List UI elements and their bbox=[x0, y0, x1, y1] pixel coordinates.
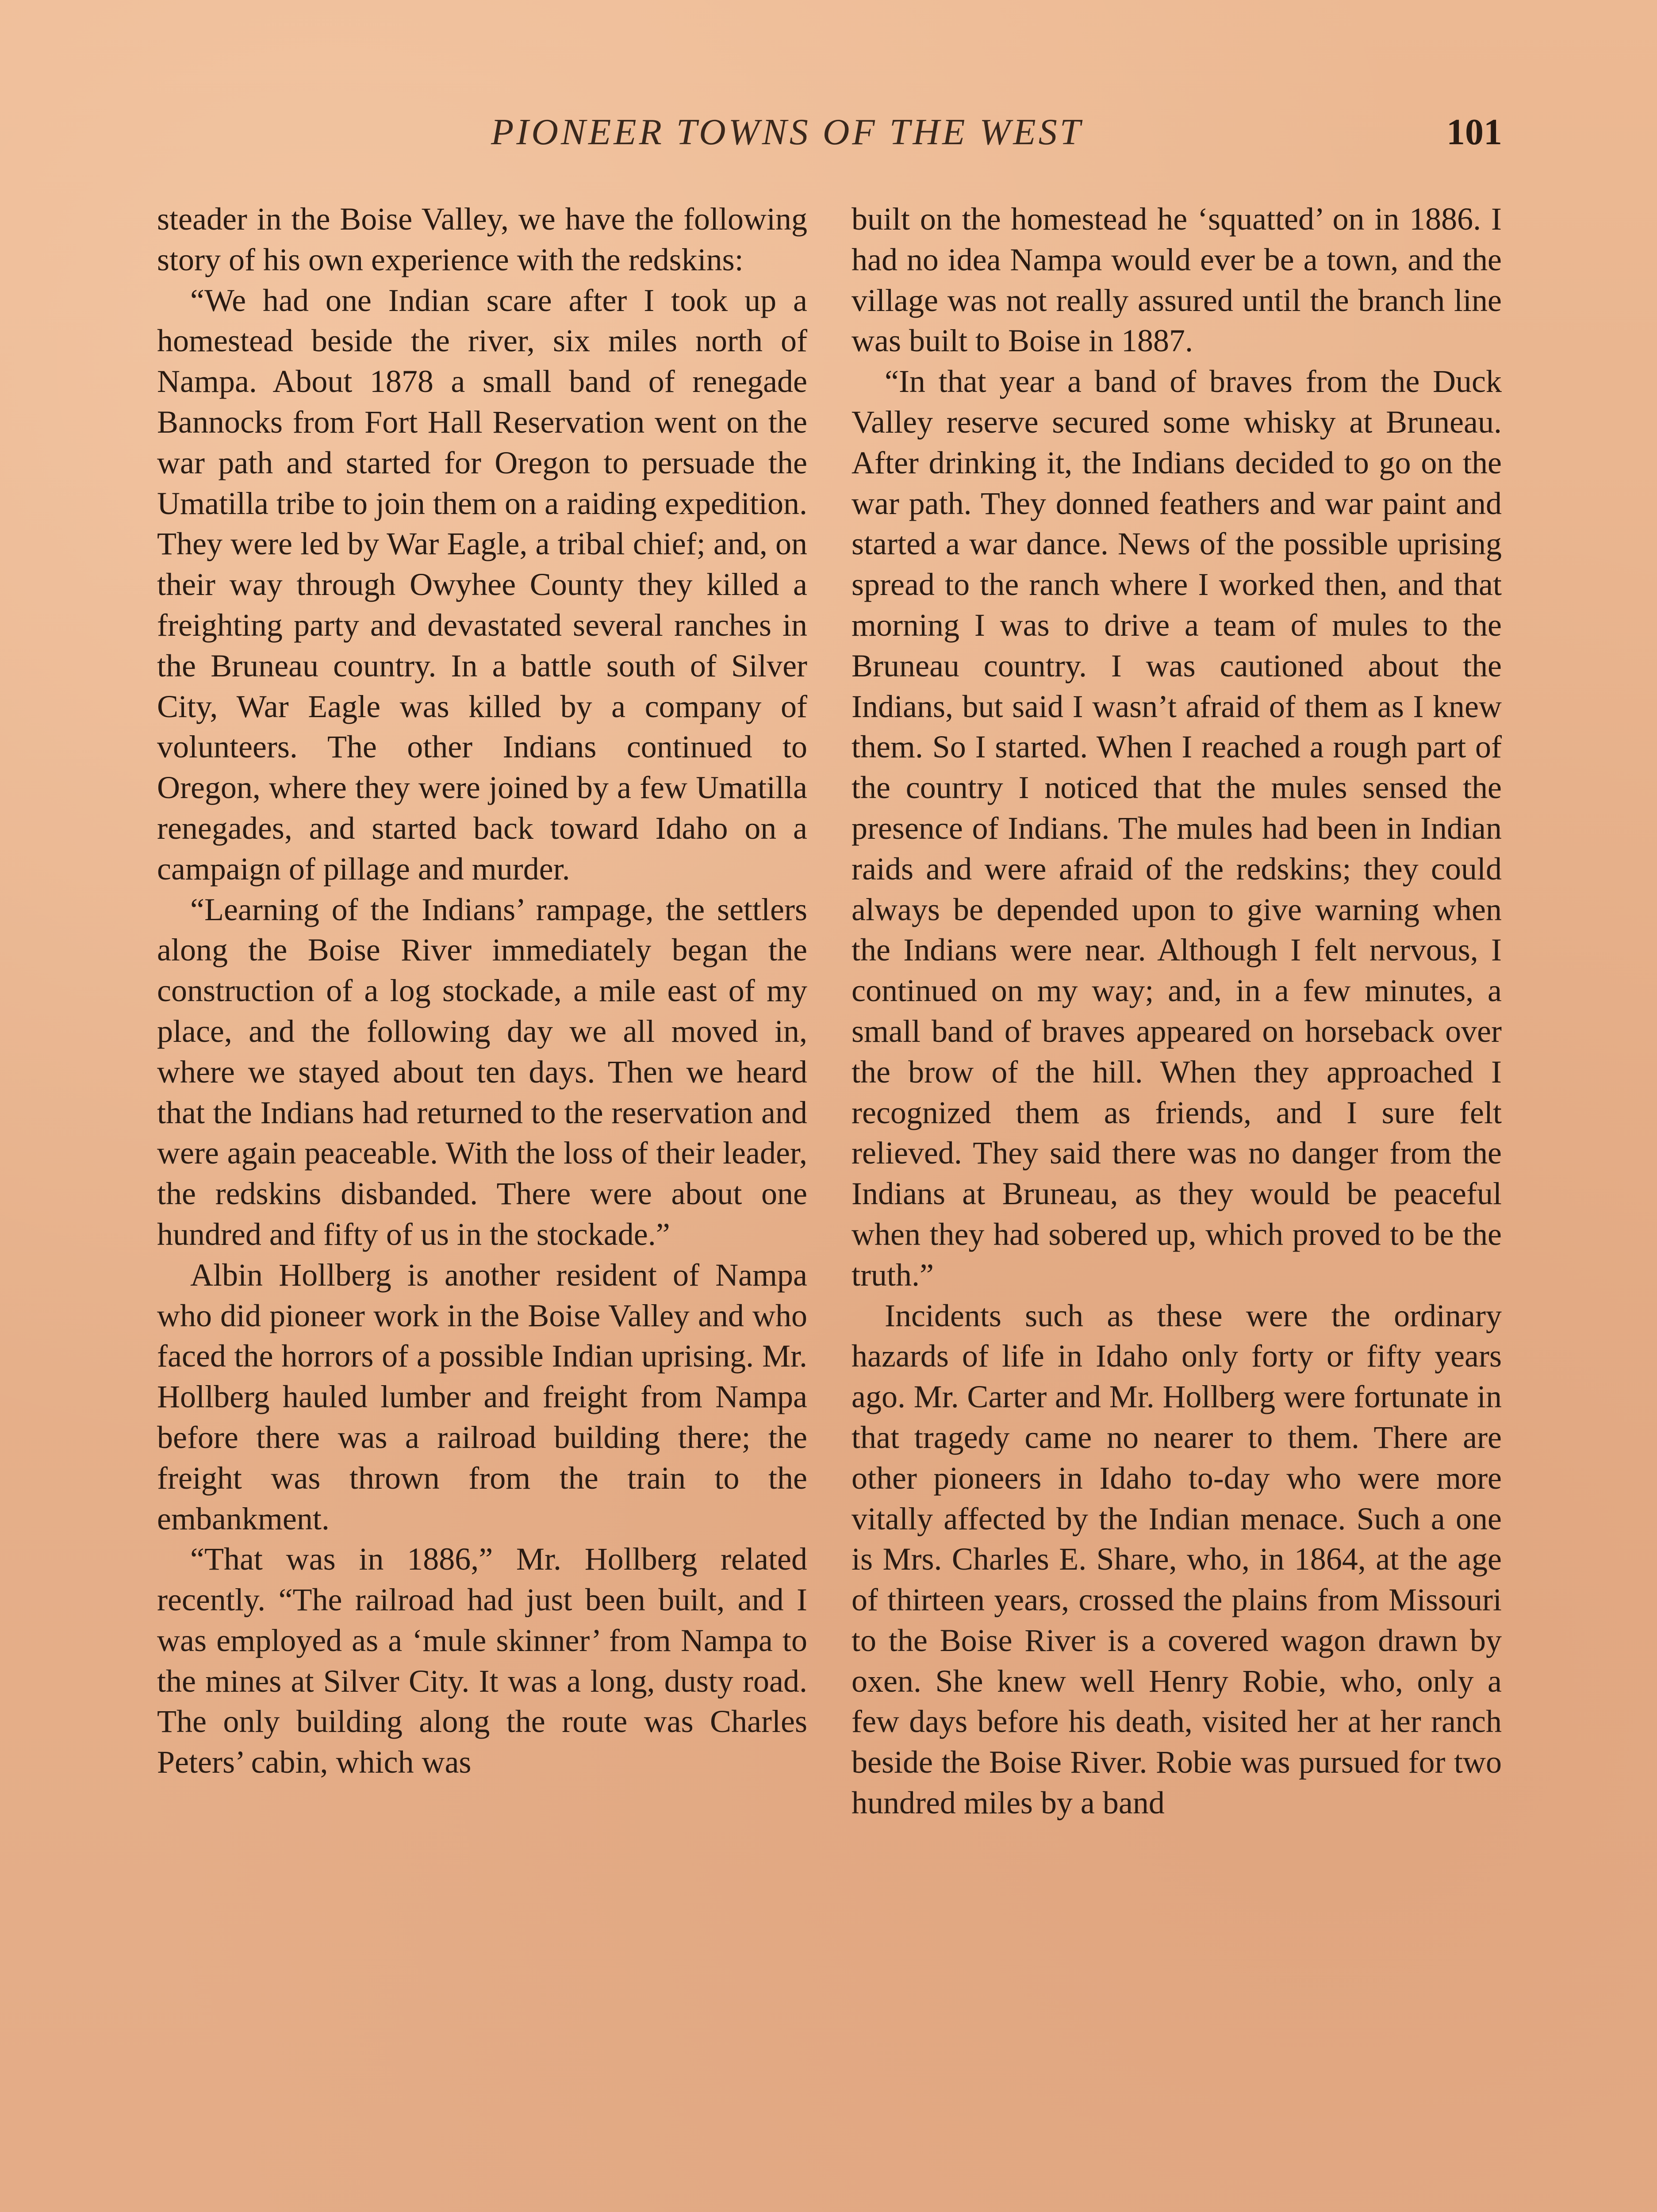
left-column bbox=[157, 199, 807, 2212]
right-paragraph-1: built on the homestead he ‘squatted’ on in 1886. I had no idea Nampa would ever be a town, and the village was not really assured until the branch line was built to Boise in 1887. bbox=[852, 201, 1502, 359]
page-number: 101 bbox=[1446, 111, 1502, 153]
page-header bbox=[0, 111, 1657, 168]
left-paragraph-1: steader in the Boise Valley, we have the following story of his own experience with the redskins: bbox=[157, 201, 807, 277]
right-paragraph-3: Incidents such as these were the ordinary hazards of life in Idaho only forty or fifty years ago. Mr. Carter and Mr. Hollberg were fortunate in that tragedy came no nearer to them. There are other pioneers in Idaho to-day who were more vitally affected by the Indian menace. Such a one is Mrs. Charles E. Share, who, in 1864, at the age of thirteen years, crossed the plains from Missouri to the Boise River is a covered wagon drawn by oxen. She knew well Henry Robie, who, only a few days before his death, visited her at her ranch beside the Boise River. Robie was pursued for two hundred miles by a band bbox=[852, 1298, 1502, 1821]
text-columns bbox=[157, 199, 1502, 2212]
running-title: PIONEER TOWNS OF THE WEST bbox=[491, 111, 1083, 153]
right-column bbox=[852, 199, 1502, 2212]
left-paragraph-5: “That was in 1886,” Mr. Hollberg related recently. “The railroad had just been built, and I was employed as a ‘mule skinner’ from Nampa to the mines at Silver City. It was a long, dusty road. The only building along the route was Charles Peters’ cabin, which was bbox=[157, 1541, 807, 1780]
right-paragraph-2: “In that year a band of braves from the Duck Valley reserve secured some whisky at Bruneau. After drinking it, the Indians decided to go on the war path. They donned feathers and war paint and started a war dance. News of the possible uprising spread to the ranch where I worked then, and that morning I was to drive a team of mules to the Bruneau country. I was cautioned about the Indians, but said I wasn’t afraid of them as I knew them. So I started. When I reached a rough part of the country I noticed that the mules sensed the presence of Indians. The mules had been in Indian raids and were afraid of the redskins; they could always be depended upon to give warning when the Indians were near. Although I felt nervous, I continued on my way; and, in a few minutes, a small band of braves appeared on horseback over the brow of the hill. When they approached I recognized them as friends, and I sure felt relieved. They said there was no danger from the Indians at Bruneau, as they would be peaceful when they had sobered up, which proved to be the truth.” bbox=[852, 364, 1502, 1293]
left-paragraph-3: “Learning of the Indians’ rampage, the settlers along the Boise River immediately began the construction of a log stockade, a mile east of my place, and the following day we all moved in, where we stayed about ten days. Then we heard that the Indians had returned to the reservation and were again peaceable. With the loss of their leader, the redskins disbanded. There were about one hundred and fifty of us in the stockade.” bbox=[157, 891, 807, 1252]
left-paragraph-4: Albin Hollberg is another resident of Nampa who did pioneer work in the Boise Valley and who faced the horrors of a possible Indian uprising. Mr. Hollberg hauled lumber and freight from Nampa before there was a railroad building there; the freight was thrown from the train to the embankment. bbox=[157, 1257, 807, 1536]
left-paragraph-2: “We had one Indian scare after I took up a homestead beside the river, six miles north of Nampa. About 1878 a small band of renegade Bannocks from Fort Hall Reservation went on the war path and started for Oregon to persuade the Umatilla tribe to join them on a raiding expedition. They were led by War Eagle, a tribal chief; and, on their way through Owyhee County they killed a freighting party and devastated several ranches in the Bruneau country. In a battle south of Silver City, War Eagle was killed by a company of volunteers. The other Indians continued to Oregon, where they were joined by a few Umatilla renegades, and started back toward Idaho on a campaign of pillage and murder. bbox=[157, 282, 807, 887]
